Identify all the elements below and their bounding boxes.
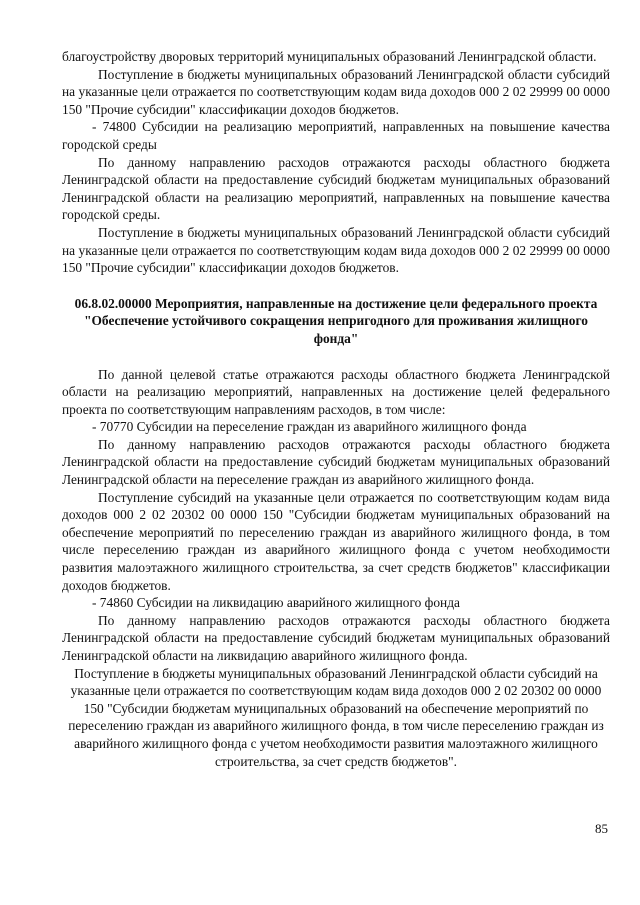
page-body bbox=[62, 48, 610, 770]
paragraph: благоустройству дворовых территорий муниципальных образований Ленинградской области. bbox=[62, 49, 597, 64]
paragraph: Поступление в бюджеты муниципальных образований Ленинградской области субсидий на указанные цели отражается по соответствующим кодам вида доходов 000 2 02 29999 00 0000 150 "Прочие субсидии" классификации доходов бюджетов. bbox=[62, 66, 610, 117]
list-item: - 74800 Субсидии на реализацию мероприятий, направленных на повышение качества городской среды bbox=[62, 119, 610, 152]
closing-paragraph-block bbox=[62, 665, 610, 771]
paragraph: По данной целевой статье отражаются расходы областного бюджета Ленинградской области на реализацию мероприятий, направленных на достижение целей федерального проекта по соответствующим направлениям расходов, в том числе: bbox=[62, 366, 610, 417]
section-heading: 06.8.02.00000 Мероприятия, направленные на достижение цели федерального проекта "Обеспечение устойчивого сокращения непригодного для проживания жилищного фонда" bbox=[74, 295, 598, 346]
list-item: - 70770 Субсидии на переселение граждан из аварийного жилищного фонда bbox=[92, 419, 527, 435]
paragraph: По данному направлению расходов отражаются расходы областного бюджета Ленинградской области на предоставление субсидий бюджетам муниципальных образований Ленинградской области на переселение граждан из аварийного жилищного фонда. bbox=[62, 436, 610, 488]
list-item: - 74860 Субсидии на ликвидацию аварийного жилищного фонда bbox=[92, 595, 460, 611]
paragraph: Поступление в бюджеты муниципальных образований Ленинградской области субсидий на указанные цели отражается по соответствующим кодам вида доходов 000 2 02 29999 00 0000 150 "Прочие субсидии" классификации доходов бюджетов. bbox=[62, 224, 610, 276]
paragraph: По данному направлению расходов отражаются расходы областного бюджета Ленинградской области на предоставление субсидий бюджетам муниципальных образований Ленинградской области на реализацию мероприятий, направленных на повышение качества городской среды. bbox=[62, 154, 610, 223]
paragraph: Поступление субсидий на указанные цели отражается по соответствующим кодам вида доходов 000 2 02 20302 00 0000 150 "Субсидии бюджетам муниципальных образований на обеспечение мероприятий по переселению граждан из аварийного жилищного фонда, в том числе переселению граждан из аварийного жилищного фонда с учетом необходимости развития малоэтажного жилищного строительства, за счет средств бюджетов" классификации доходов бюджетов. bbox=[62, 489, 610, 593]
page-number: 85 bbox=[595, 821, 608, 836]
paragraph: Поступление в бюджеты муниципальных образований Ленинградской области субсидий на указанные цели отражается по соответствующим кодам вида доходов 000 2 02 20302 00 0000 150 "Субсидии бюджетам муниципальных образований на обеспечение мероприятий по переселению граждан из аварийного жилищного фонда, в том числе переселению граждан из аварийного жилищного фонда с учетом необходимости развития малоэтажного жилищного строительства, за счет средств бюджетов". bbox=[68, 665, 604, 769]
paragraph: По данному направлению расходов отражаются расходы областного бюджета Ленинградской области на предоставление субсидий бюджетам муниципальных образований Ленинградской области на ликвидацию аварийного жилищного фонда. bbox=[62, 612, 610, 663]
